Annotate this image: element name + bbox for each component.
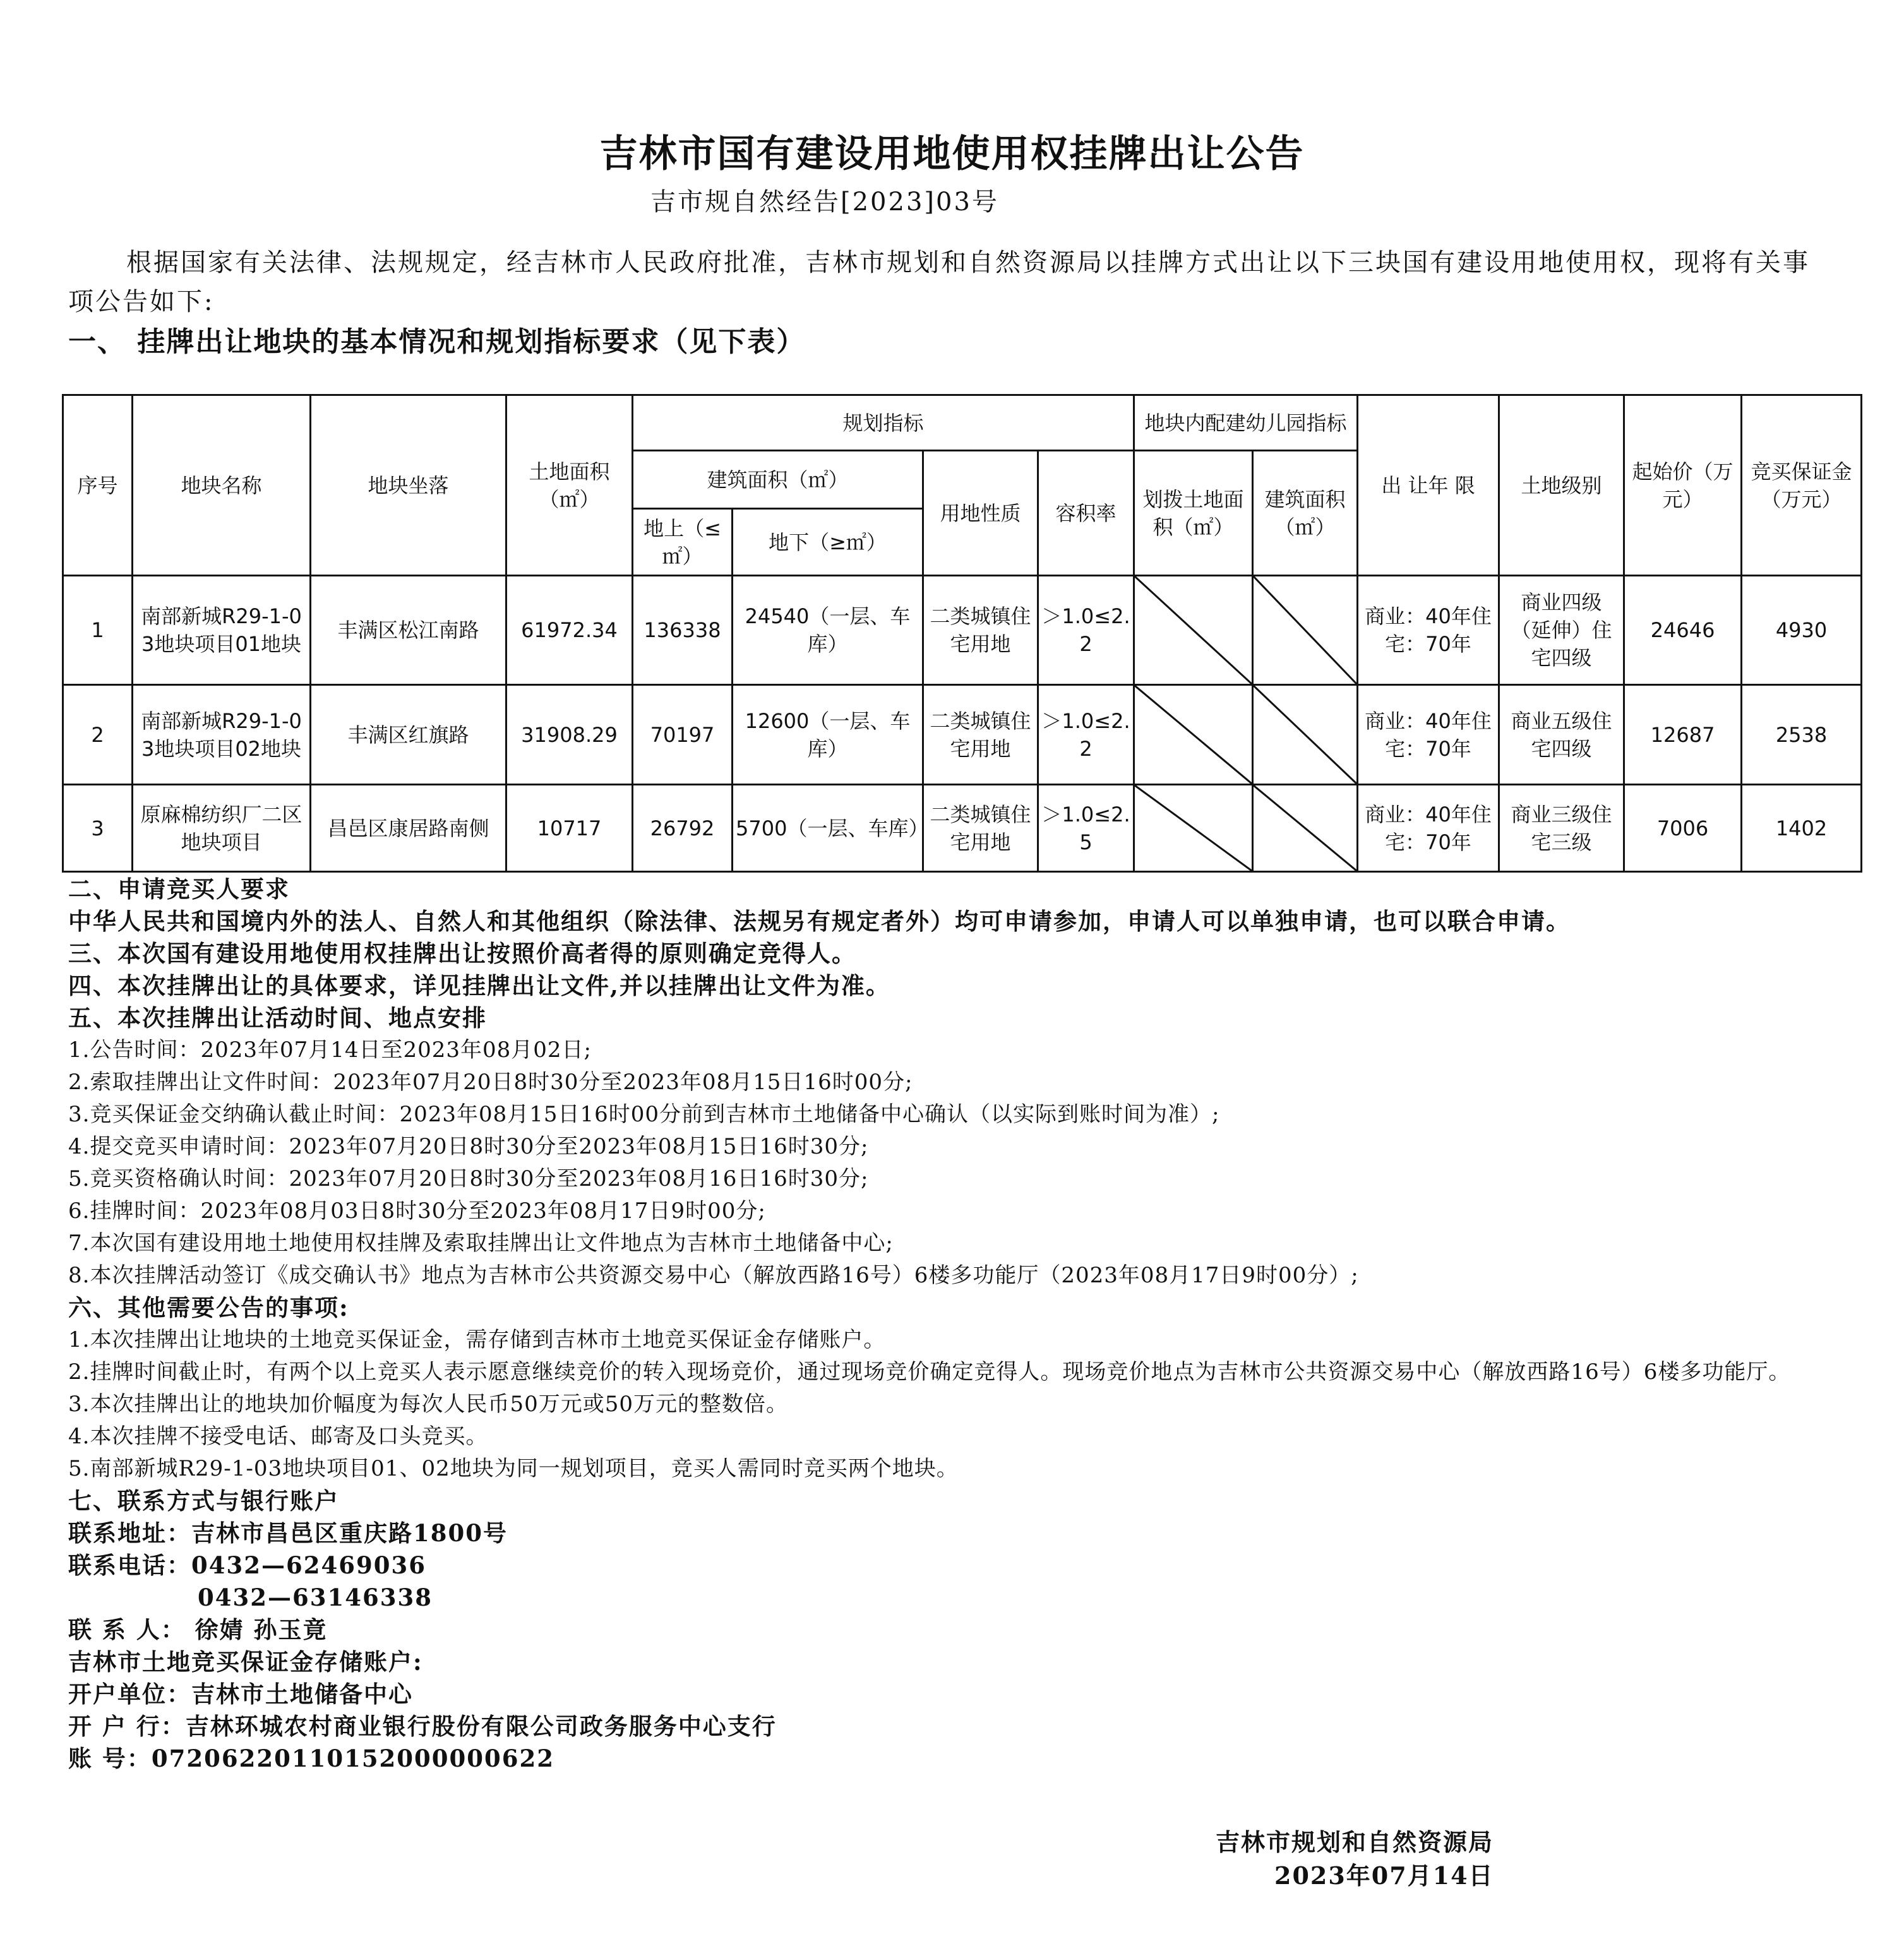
header-grade: 土地级别	[1499, 395, 1624, 576]
header-term: 出 让年 限	[1358, 395, 1499, 576]
contact-person: 联 系 人： 徐婧 孙玉竟	[68, 1616, 328, 1644]
notice-title: 吉林市国有建设用地使用权挂牌出让公告	[599, 132, 1305, 176]
cell-grade: 商业四级（延伸）住宅四级	[1499, 576, 1624, 685]
cell-land-area: 61972.34	[506, 576, 633, 685]
table-row	[63, 785, 1862, 872]
cell-far: ＞1.0≤2.2	[1038, 576, 1134, 685]
header-build-area: 建筑面积（㎡）	[633, 451, 923, 509]
issue-date: 2023年07月14日	[1274, 1861, 1494, 1890]
account-unit: 开户单位：吉林市土地储备中心	[68, 1680, 413, 1708]
cell-start-price: 24646	[1624, 576, 1742, 685]
cell-far: ＞1.0≤2.5	[1038, 785, 1134, 872]
cell-start-price: 12687	[1624, 685, 1742, 785]
cell-plot-name: 南部新城R29-1-03地块项目02地块	[133, 685, 311, 785]
list-item: 5.竞买资格确认时间：2023年07月20日8时30分至2023年08月16日16时30分;	[68, 1166, 869, 1191]
cell-land-area: 31908.29	[506, 685, 633, 785]
header-deposit: 竞买保证金（万元）	[1742, 395, 1862, 576]
account-bank: 开 户 行：吉林环城农村商业银行股份有限公司政务服务中心支行	[68, 1712, 777, 1740]
cell-grade: 商业五级住宅四级	[1499, 685, 1624, 785]
cell-above-ground: 26792	[633, 785, 733, 872]
cell-empty-diagonal	[1134, 785, 1253, 872]
header-location: 地块坐落	[311, 395, 506, 576]
cell-term: 商业：40年住宅：70年	[1358, 576, 1499, 685]
list-item: 1.公告时间：2023年07月14日至2023年08月02日;	[68, 1037, 592, 1063]
cell-deposit: 2538	[1742, 685, 1862, 785]
section-3: 三、本次国有建设用地使用权挂牌出让按照价高者得的原则确定竞得人。	[68, 940, 856, 967]
list-item: 7.本次国有建设用地土地使用权挂牌及索取挂牌出让文件地点为吉林市土地储备中心;	[68, 1231, 894, 1256]
cell-term: 商业：40年住宅：70年	[1358, 685, 1499, 785]
list-item: 1.本次挂牌出让地块的土地竞买保证金，需存储到吉林市土地竞买保证金存储账户。	[68, 1327, 886, 1352]
intro-paragraph: 根据国家有关法律、法规规定，经吉林市人民政府批准，吉林市规划和自然资源局以挂牌方式出让以下三块国有建设用地使用权，现将有关事项公告如下:	[68, 248, 1810, 316]
header-land-use: 用地性质	[923, 451, 1038, 576]
cell-land-use: 二类城镇住宅用地	[923, 785, 1038, 872]
account-number: 账 号：07206220110152000000622	[68, 1745, 555, 1772]
cell-below-ground: 12600（一层、车库）	[733, 685, 923, 785]
section-7-heading: 七、联系方式与银行账户	[68, 1487, 339, 1515]
contact-address: 联系地址：吉林市昌邑区重庆路1800号	[68, 1519, 508, 1547]
list-item: 6.挂牌时间：2023年08月03日8时30分至2023年08月17日9时00分;	[68, 1198, 766, 1224]
header-above-ground: 地上（≤㎡）	[633, 509, 733, 576]
table-row	[63, 685, 1862, 785]
cell-location: 丰满区松江南路	[311, 576, 506, 685]
header-land-area: 土地面积（㎡）	[506, 395, 633, 576]
cell-seq: 3	[63, 785, 133, 872]
cell-seq: 1	[63, 576, 133, 685]
cell-location: 丰满区红旗路	[311, 685, 506, 785]
cell-location: 昌邑区康居路南侧	[311, 785, 506, 872]
cell-land-use: 二类城镇住宅用地	[923, 576, 1038, 685]
header-kindergarten: 地块内配建幼儿园指标	[1134, 395, 1358, 451]
list-item: 4.本次挂牌不接受电话、邮寄及口头竞买。	[68, 1424, 488, 1449]
cell-grade: 商业三级住宅三级	[1499, 785, 1624, 872]
header-planning: 规划指标	[633, 395, 1134, 451]
list-item: 2.挂牌时间截止时，有两个以上竞买人表示愿意继续竞价的转入现场竞价，通过现场竞价确定竞得人。现场竞价地点为吉林市公共资源交易中心（解放西路16号）6楼多功能厅。	[68, 1359, 1791, 1385]
document-number: 吉市规自然经告[2023]03号	[650, 188, 999, 217]
cell-empty-diagonal	[1134, 576, 1253, 685]
header-start-price: 起始价（万元）	[1624, 395, 1742, 576]
header-below-ground: 地下（≥㎡）	[733, 509, 923, 576]
contact-phone: 联系电话：0432—62469036	[68, 1551, 426, 1579]
cell-empty-diagonal	[1134, 685, 1253, 785]
section-1-heading: 一、 挂牌出让地块的基本情况和规划指标要求（见下表）	[68, 326, 806, 358]
cell-empty-diagonal	[1253, 576, 1358, 685]
cell-above-ground: 70197	[633, 685, 733, 785]
cell-seq: 2	[63, 685, 133, 785]
cell-empty-diagonal	[1253, 685, 1358, 785]
cell-deposit: 1402	[1742, 785, 1862, 872]
cell-far: ＞1.0≤2.2	[1038, 685, 1134, 785]
cell-empty-diagonal	[1253, 785, 1358, 872]
list-item: 3.本次挂牌出让的地块加价幅度为每次人民币50万元或50万元的整数倍。	[68, 1392, 788, 1417]
header-kg-build: 建筑面积（㎡）	[1253, 451, 1358, 576]
list-item: 8.本次挂牌活动签订《成交确认书》地点为吉林市公共资源交易中心（解放西路16号）6楼多功能厅（2023年08月17日9时00分）;	[68, 1263, 1359, 1288]
section-5-heading: 五、本次挂牌出让活动时间、地点安排	[68, 1004, 487, 1032]
list-item: 5.南部新城R29-1-03地块项目01、02地块为同一规划项目，竞买人需同时竞买两个地块。	[68, 1456, 959, 1481]
cell-land-use: 二类城镇住宅用地	[923, 685, 1038, 785]
land-plots-table	[62, 394, 1862, 873]
issuer-signature: 吉林市规划和自然资源局	[1216, 1828, 1494, 1856]
cell-plot-name: 原麻棉纺织厂二区地块项目	[133, 785, 311, 872]
header-plot-name: 地块名称	[133, 395, 311, 576]
contact-phone-2: 0432—63146338	[198, 1584, 433, 1611]
cell-term: 商业：40年住宅：70年	[1358, 785, 1499, 872]
cell-below-ground: 24540（一层、车库）	[733, 576, 923, 685]
cell-deposit: 4930	[1742, 576, 1862, 685]
header-seq: 序号	[63, 395, 133, 576]
cell-land-area: 10717	[506, 785, 633, 872]
cell-plot-name: 南部新城R29-1-03地块项目01地块	[133, 576, 311, 685]
cell-start-price: 7006	[1624, 785, 1742, 872]
section-2-heading: 二、申请竞买人要求	[68, 875, 290, 903]
account-title: 吉林市土地竞买保证金存储账户:	[68, 1648, 423, 1676]
cell-below-ground: 5700（一层、车库）	[733, 785, 923, 872]
cell-above-ground: 136338	[633, 576, 733, 685]
list-item: 4.提交竞买申请时间：2023年07月20日8时30分至2023年08月15日16时30分;	[68, 1134, 869, 1159]
header-kg-land: 划拨土地面积（㎡）	[1134, 451, 1253, 576]
section-6-heading: 六、其他需要公告的事项:	[68, 1294, 349, 1322]
table-row	[63, 576, 1862, 685]
section-2-text: 中华人民共和国境内外的法人、自然人和其他组织（除法律、法规另有规定者外）均可申请参加，申请人可以单独申请，也可以联合申请。	[68, 907, 1571, 935]
notice-body	[68, 873, 1868, 1775]
list-item: 2.索取挂牌出让文件时间：2023年07月20日8时30分至2023年08月15日16时00分;	[68, 1070, 913, 1095]
list-item: 3.竞买保证金交纳确认截止时间：2023年08月15日16时00分前到吉林市土地储备中心确认（以实际到账时间为准）;	[68, 1102, 1220, 1127]
section-4: 四、本次挂牌出让的具体要求，详见挂牌出让文件,并以挂牌出让文件为准。	[68, 972, 890, 999]
header-far: 容积率	[1038, 451, 1134, 576]
